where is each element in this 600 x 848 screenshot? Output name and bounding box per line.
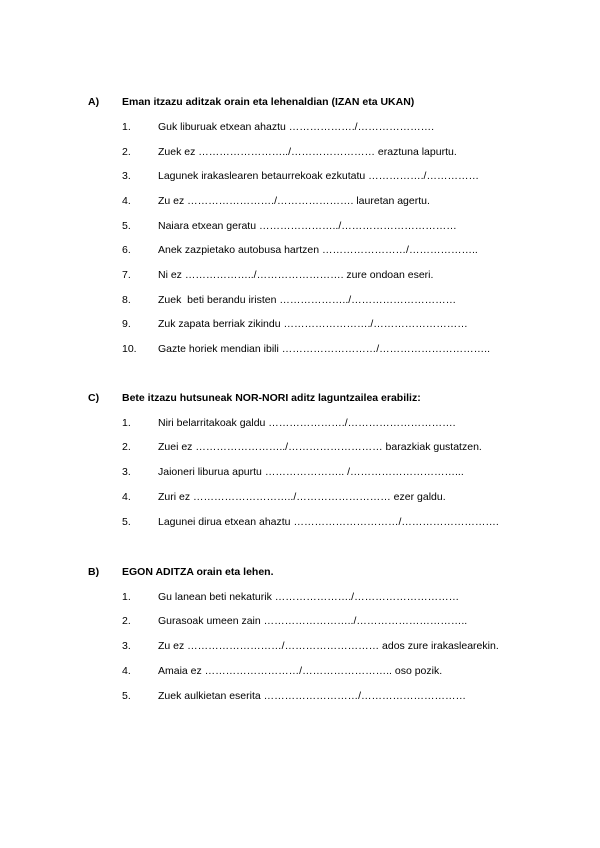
exercise-number: 4. (122, 665, 131, 677)
exercise-text: Jaioneri liburua apurtu ………………….. /…………………………... (158, 466, 464, 478)
exercise-text: Zuei ez ……………………../……………………… barazkiak gustatzen. (158, 441, 482, 453)
section-letter: C) (88, 392, 100, 404)
exercise-row (0, 615, 600, 629)
exercise-number: 2. (122, 146, 131, 158)
exercise-number: 2. (122, 615, 131, 627)
exercise-text: Naiara etxean geratu …………………../…………………………… (158, 220, 457, 232)
exercise-number: 6. (122, 244, 131, 256)
exercise-row (0, 491, 600, 505)
exercise-row (0, 294, 600, 308)
exercise-text: Lagunei dirua etxean ahaztu …………………………/………………………. (158, 516, 499, 528)
exercise-number: 10. (122, 343, 137, 355)
exercise-row (0, 665, 600, 679)
exercise-text: Gazte horiek mendian ibili ………………………/………………………….. (158, 343, 490, 355)
exercise-text: Zu ez ………………………/……………………… ados zure irakaslearekin. (158, 640, 499, 652)
exercise-row (0, 417, 600, 431)
exercise-row (0, 146, 600, 160)
exercise-number: 5. (122, 516, 131, 528)
section-title: Eman itzazu aditzak orain eta lehenaldian (IZAN eta UKAN) (122, 96, 415, 108)
exercise-text: Anek zazpietako autobusa hartzen ……………………/……………….. (158, 244, 478, 256)
exercise-text: Lagunek irakaslearen betaurrekoak ezkutatu ……………./…………… (158, 170, 479, 182)
section-header (0, 392, 600, 406)
exercise-number: 8. (122, 294, 131, 306)
exercise-text: Amaia ez ………………………/…………………….. oso pozik. (158, 665, 443, 677)
exercise-text: Niri belarritakoak galdu …………………./…………………………. (158, 417, 456, 429)
exercise-number: 1. (122, 417, 131, 429)
exercise-row (0, 516, 600, 530)
section-title: Bete itzazu hutsuneak NOR-NORI aditz laguntzailea erabiliz: (122, 392, 421, 404)
exercise-row (0, 441, 600, 455)
exercise-text: Zuek ez ……………………../…………………… eraztuna lapurtu. (158, 146, 457, 158)
section-header (0, 96, 600, 110)
exercise-number: 9. (122, 318, 131, 330)
exercise-text: Gurasoak umeen zain ……………………../………………………….. (158, 615, 468, 627)
exercise-row (0, 318, 600, 332)
exercise-number: 5. (122, 690, 131, 702)
section-letter: A) (88, 96, 100, 108)
exercise-row (0, 591, 600, 605)
exercise-number: 2. (122, 441, 131, 453)
section-letter: B) (88, 566, 100, 578)
exercise-row (0, 269, 600, 283)
exercise-text: Zuek aulkietan eserita ………………………/………………………… (158, 690, 467, 702)
exercise-row (0, 466, 600, 480)
exercise-number: 7. (122, 269, 131, 281)
exercise-row (0, 220, 600, 234)
exercise-row (0, 121, 600, 135)
exercise-number: 1. (122, 591, 131, 603)
exercise-text: Gu lanean beti nekaturik …………………./………………………… (158, 591, 460, 603)
exercise-number: 3. (122, 466, 131, 478)
exercise-row (0, 640, 600, 654)
section-title: EGON ADITZA orain eta lehen. (122, 566, 274, 578)
exercise-number: 5. (122, 220, 131, 232)
exercise-text: Zu ez ……………………./…………………. lauretan agertu. (158, 195, 430, 207)
exercise-number: 1. (122, 121, 131, 133)
exercise-number: 3. (122, 640, 131, 652)
exercise-row (0, 170, 600, 184)
exercise-text: Ni ez ………………../……………………. zure ondoan eseri. (158, 269, 434, 281)
exercise-text: Guk liburuak etxean ahaztu ………………./…………………. (158, 121, 434, 133)
exercise-row (0, 244, 600, 258)
exercise-number: 3. (122, 170, 131, 182)
exercise-number: 4. (122, 491, 131, 503)
exercise-text: Zuek beti berandu iristen ………………../………………………… (158, 294, 457, 306)
exercise-row (0, 690, 600, 704)
exercise-row (0, 195, 600, 209)
exercise-number: 4. (122, 195, 131, 207)
section-header (0, 566, 600, 580)
exercise-row (0, 343, 600, 357)
exercise-text: Zuk zapata berriak zikindu ……………………./……………………… (158, 318, 468, 330)
exercise-text: Zuri ez ………………………../……………………… ezer galdu. (158, 491, 446, 503)
